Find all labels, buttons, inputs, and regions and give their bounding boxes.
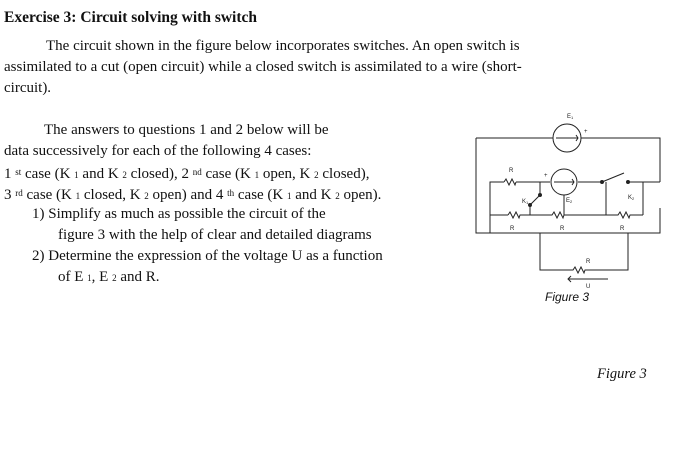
cases-line-2: 3 $^{rd}$ case (K 1 closed, K 2 open) and 4 $^{th}$ case (K 1 and K 2 open). (4, 187, 382, 203)
label-e1: E1 (567, 114, 574, 120)
label-k2: K2 (628, 195, 635, 201)
figure-caption-small: Figure 3 (545, 290, 590, 304)
question-1-line-2: figure 3 with the help of clear and detailed diagrams (58, 227, 372, 243)
question-2-line-1: 2) Determine the expression of the voltage U as a function (32, 248, 383, 264)
label-r-mid: R (560, 226, 565, 232)
intro-line-3: circuit). (4, 80, 52, 96)
cases-line-1: 1 $^{st}$ case (K 1 and K 2 closed), 2 $^{nd}$ case (K 1 open, K 2 closed), (4, 166, 370, 182)
label-plus-e1: + (584, 129, 588, 135)
question-2-line-2: of E 1, E 2 and R. (58, 269, 160, 285)
label-k1: K1 (522, 199, 529, 205)
circuit-diagram (468, 105, 668, 290)
exercise-title: Exercise 3: Circuit solving with switch (4, 9, 258, 26)
intro-line-1: The circuit shown in the figure below incorporates switches. An open switch is (46, 38, 520, 54)
label-r-top: R (509, 168, 514, 174)
resistor-right (606, 212, 643, 218)
label-r-right: R (620, 226, 625, 232)
label-r-bottom: R (586, 259, 591, 265)
intro-line-2: assimilated to a cut (open circuit) while a closed switch is assimilated to a wire (short- (4, 59, 522, 75)
resistor-top (504, 179, 516, 185)
label-u: U (586, 284, 591, 290)
switch-k2 (602, 173, 624, 182)
resistor-bottom (540, 233, 628, 273)
label-plus-e2: + (544, 173, 548, 179)
question-1-line-1: 1) Simplify as much as possible the circuit of the (32, 206, 326, 222)
label-e2: E2 (566, 198, 573, 204)
resistor-left (490, 212, 530, 218)
figure-caption-large: Figure 3 (597, 366, 647, 382)
resistor-mid (530, 212, 606, 218)
label-r-left: R (510, 226, 515, 232)
answers-intro-2: data successively for each of the following 4 cases: (4, 143, 312, 159)
answers-intro-1: The answers to questions 1 and 2 below will be (44, 122, 329, 138)
